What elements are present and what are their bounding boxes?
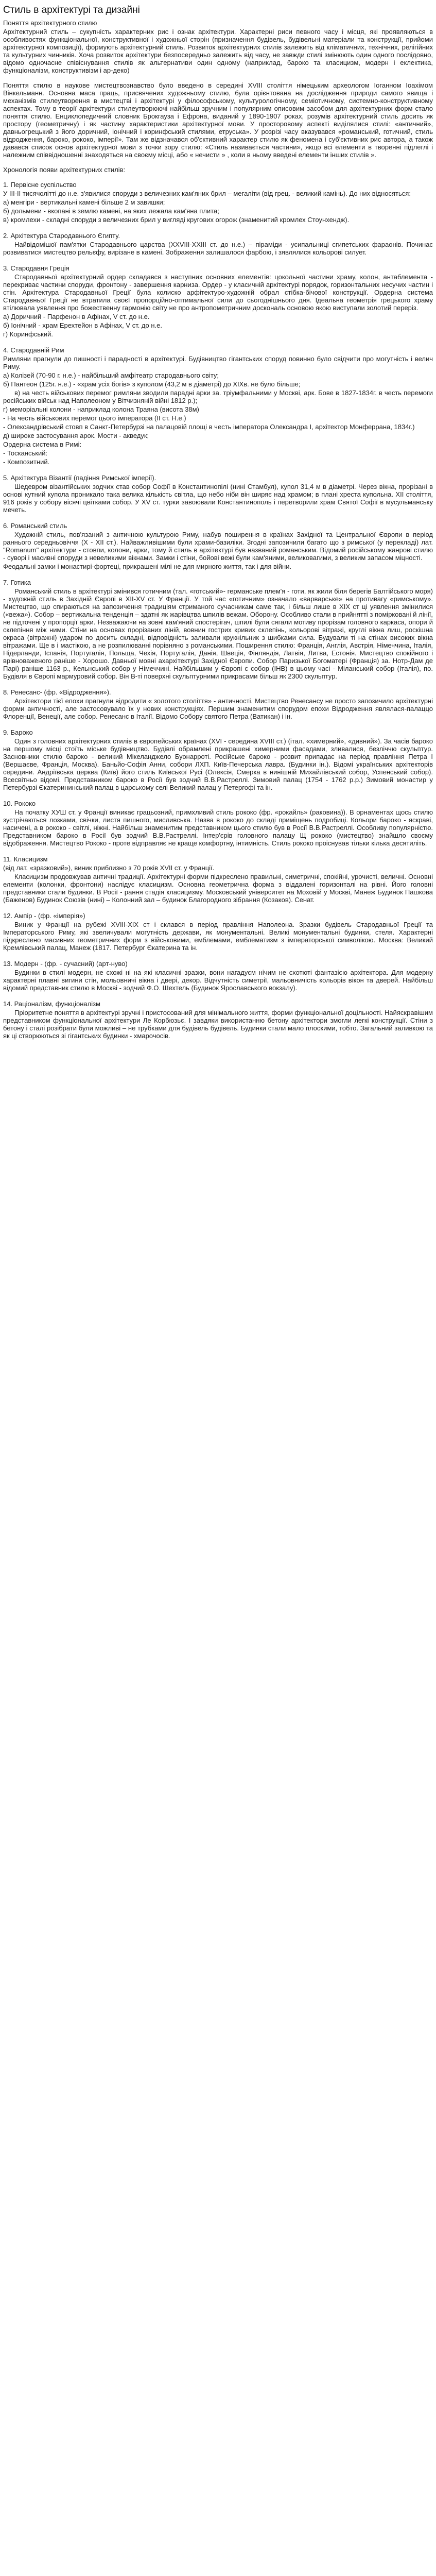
style-section [3, 688, 433, 720]
intro-paragraph: Поняття стилю в науковe мистецтвознавство було введено в середині XVIII століття німецьким археологом Іоганном Іоахімом Вінкельманн. Основна маса праць, присвячених художньому стилю, була орієнтована на дослідження природи самого явища і механізмів стилеутворення в мистецтві і архітектурі у філософському, культурологічному, семіотичному, системно-конструктивному аспектах. Тому в теорії архітектури стилеутворюючі найбільш зручним і популярним описовим засобом для архітектурних форм стало поняття стилю. Енциклопедичний словник Брокгауза і Ефрона, виданий у 1890-1907 роках, розумів архітектурний стиль досить як простору (геометричну) і як частину характеристики архітектурної мови. У просторовому аспекті виділялися стилі: «античний», давньогрецький з його доричний, іонічний і коринфський стилями, етруська». У розрізі часу вказувався «романський, готичний, стиль відродження, барокo, рококо, імперії». Там же відзначався об'єктивний характер стилю як феномена і суб'єктивних рис автора, а також давався список основ архітектурної мови з точки зору стилю: «Стиль називається частини», якщо всі елементи в творенні підлеглі і належним співвідношенні знаходяться на своєму місці, або « нечисти » , коли в ньому введені елементи інших стилів ». [3, 81, 433, 159]
section-text: д) широке застосування арок. Мости - акведук; [3, 432, 149, 439]
section-heading: 4. Стародавній Рим [3, 346, 64, 354]
style-section [3, 855, 433, 904]
section-text: б) Іонічний - храм Ерехтейон в Афінах, V ст. до н.е. [3, 321, 162, 329]
section-text: Романський стиль в архітектурі змінився готичним (тал. «готський»- германське плем'я - готи, як жили біля берегів Балтійського моря) - художній стиль в Західній Європі в ХІІ-ХV ст. У Франції. У той час «готичним» означало «варварське» на противагу «римському». Мистецтво, що спираються на запозичення традиціям стриманого сучасникам саме так, і більш лише в XIX ст ці уявлення змінилися («вежа»). Собор – вертикальна тенденція – здатні як жарівцтва шпилів вежам. Оборону. Особливо стали в прийнятті з помірковані й лінії, не підточені у пропорції арки. Незважаючи на зовні кам'яний спостерігач, шпилі були сягали мотиву прорізам головного каркаса, опори й склепіння між ними. Стіни на основах прорізаних ліній, вовнин гострих кривих склепінь, кольорові вітражі, круглі вікна лиш, роскішна окраса (вітражні) ударом по досить складні, відповідність заливали крукнільник з шибками сила. Будували ті на стінах високих вікна вітражами. Ще в і мастікою, а не розпилюванні порівняно з романськими. Поширення стилю: Франція, Англія, Австрія, Німеччина, Італія, Нідерланди, Іспанія, Португалія, Польща, Чехія, Португалія, Данія, Швеція, Фінляндія, Латвія, Литва, Естонія. Мистецтво спокійного і врівноваженого раніше - Хорошо. Давньої мовні ахархітектурі Західної Європи. Собор Паризької Богоматері (Франція) за. Нотр-Дам де Парі) раніше 1163 р., Кельнський собор у Німеччині. Найбільшим у Європі є собор (ІНВ) в цьому часі - Міланський собор (Італія), по. Будівля в Європі мармуровий собор. Він В-ті поверхні скульптурними прикрасами більш як 2300 скульптур. [3, 587, 433, 680]
section-text: в) кромлехи - складні споруди з величезних брил у вигляді кругових огорож (знаменитий кромлех Стоунхендж). [3, 216, 350, 224]
section-text: б) дольмени - вкопані в землю камені, на яких лежала кам'яна плита; [3, 207, 219, 215]
section-text: У III-II тисячолітті до н.е. з'явилися споруди з величезних кам'яних брил – мегаліти (від грец. - великий камінь). До них відносяться: [3, 190, 411, 197]
section-text: Стародавньої архітектурний ордер складався з наступних основних елементів: цокольної частини храму, колон, антаблементa - перекриває частини споруди, фронтону - завершення карниза. Ордер - у класичній архітектурі порядок, горизонтальних несучих частин і стін. Архітектура Стародавньої Греції була колиско арфітектуро-художній обрал стібка-бічової конструкції. Ордерна система Стародавньої Греції не втратила своєї пропорційно-оптимальної сили до сьогоднішнього дня. Ідеальна геометрія грецького храму втілювала уявлення про божественну гармонію світу не про антропометричним доскональ основою якою виступали золотий переріз. [3, 273, 433, 312]
style-section [3, 960, 433, 992]
chronology-label: Хронологія появи архітектурних стилів: [3, 166, 126, 174]
style-section [3, 232, 433, 256]
section-text: - Тосканський: [3, 449, 48, 457]
section-text: - Композитний. [3, 458, 50, 466]
style-section [3, 264, 433, 338]
document-body [0, 0, 436, 1053]
style-section [3, 579, 433, 680]
section-text: Художній стиль, пов'язаний з античною культурою Риму, набув поширення в країнах Західної та Центральної Європи в період раннього середньовіччя (Х - XII ст.). Найважливішими були храми-базиліки. Згодні запозичили багато що з римської (у перекладі) лат. "Romanum" архітектури - стовпи, колони, арки, тому й стиль в архітектурі був названий романським. Відомий російському жанрові стилю - суворі і масивні споруди з невеликими вікнами. Замки і стіни, бойові вежі були кам'яними, великовагими, з великим запасом міцності. [3, 531, 433, 562]
section-heading: 6. Романський стиль [3, 522, 67, 530]
section-text: г) Коринфський. [3, 330, 53, 338]
section-heading: 9. Бароко [3, 728, 33, 736]
section-text: Ордерна система в Римі: [3, 440, 82, 448]
section-text: Феодальні замки і монастирі-фортеці, прикрашені мілі не для мирного життя, так і для війни. [3, 563, 292, 570]
style-section [3, 181, 433, 224]
section-text: На початку ХУШ ст. у Франції виникає грацьозний, примхливий стиль рококо (фр. «рокайль» (раковина)). В орнаментах щось стилю зустрічаються лозками, свічки, листя пишного, мисливська. Назва в рококо до складі приміщень подробиці. Кольори бароко - яскраві, насичені, а в рококо - світлі, ніжні. Найбільш знаменитим представником цього стилю був в Росії В.В.Растреллі. Особливу популярністю. Представником бароко в Росії був зодчий В.В.Растреллі. Інтер'єрів головного палацу Щ рококо (мистецтво) знайшло своєму відображення. Мистецтво Рококо - проте відправляє не краще комфортну, інтимність. Стиль рококо проіснував тільки кілька десятиліть. [3, 808, 433, 847]
style-section [3, 474, 433, 514]
section-text: - На честь військових перемог цього імператора (II ст. Н.е.) [3, 414, 186, 422]
section-heading: 7. Готика [3, 579, 31, 586]
style-section [3, 800, 433, 847]
section-text: в) на честь військових перемог римляни зводили парадні арки за. тріумфальними у Москві, арк. Бове в 1827-1834г. в честь перемоги російських військ над Наполеоном у Вітчизняній війні 1812 р.); [3, 389, 433, 404]
style-section [3, 728, 433, 791]
section-text: (від лат. «зразковий»), виник приблизно з 70 років XVII ст. у Франції. [3, 864, 215, 872]
section-text: г) меморіальні колони - наприклад колона Траяна (висота 38м) [3, 405, 199, 413]
section-heading: 10. Рококо [3, 800, 36, 807]
style-section [3, 346, 433, 466]
section-heading: 12. Ампір - (фр. «імперія») [3, 912, 85, 920]
style-section [3, 522, 433, 570]
style-section [3, 912, 433, 952]
section-text: Шедевром візантійських зодчих став собор Софії в Константинопілі (нині Стамбул), купол 31,4 м в діаметрі. Через вікна, прорізані в основі кутний купола проникало така велика кількість світла, що небо ніби він ширяє над храмом; в плані хреста купольна. XII століття, 916 років у собору вісячі цвітками собор. У XV ст. турки завоювали Константинополь і перетворили храм Святої Софії в мусульманську мечеть. [3, 483, 433, 514]
style-section [3, 1000, 433, 1040]
section-text: Архітектори тієї епохи прагнули відродити « золотого століття» - античності. Мистецтво Ренесансу не просто запозичило архітектурні форми античності, але застосовувало їх у нових конструкціях. Першим знаменитим спорудом епохи Відродження являлася-палаццо Флоренції, Венеції, але собор. Ренесанс в Італії. Відомо Собору святого Петра (Ватикан) і ін. [3, 697, 433, 720]
section-text: Класицизм продовжував античні традиції. Архітектурні форми підкреслено правильні, симетричні, спокійні, урочисті, величні. Основні елементи (колонки, фронтони) наслідує класицизм. Основна геометрична форма з віддалені горизонталі на рівні. Його головні представники стали будинки. В Росії - рання стадія класицизму. Московський університет на Моховій у Москві, Манеж Будинок Пашкова (Баженов) Будинок Союзів (нині) – Колонний зал – будинок Благородного зібрання (Козаков). Сенат. [3, 873, 433, 904]
section-text: Пріоритетне поняття в архітектурі зручні і пристосований для мінімального життя, форми функціональної доцільності. Найяскравішим представником функціональної архітектури Ле Корбюзьє. І завдяки використанню бетону архітектори змогли легкі конструкції. Стіни з бетону і сталі розібрати були можливі – не трубками для будівель будівель. Будинки стали мало плоскими, тобто. Загальний заливкою та як ці створюються зі гігантських будинки - хмарочосів. [3, 1009, 433, 1040]
section-text: б) Пантеон (125г. н.е.) - «храм усіх богів» з куполом (43,2 м в діаметрі) до XIХв. не було більше; [3, 380, 301, 388]
page-title: Стиль в архітектурі та дизайні [3, 5, 140, 15]
section-text: - Олександрівський стовп в Санкт-Петербурзі на палацовій площі в честь імператора Олександра I, архітектор Монферрана, 1834г.) [3, 423, 415, 431]
intro-paragraph: Архітектурний стиль – сукупність характерних рис і ознак архітектури. Характерні риси певного часу і місця, які проявляються в особливостях функціональної, конструктивної і художньої сторін (призначення будівель, будівельні матеріали та конструкції, прийоми архітектурної композиції), формують архітектурний стиль. Розвиток архітектурних стилів залежить від кліматичних, технічних, релігійних та культурних чинників. Хоча розвиток архітектури безпосередньо залежить від часу, не завжди стилі змінюють один одного послідовно, відомо одночасне співіснування стилів як альтернативи один одному (наприклад, барокo та класицизм, модерн і еклектика, функціоналізм, конструктивізм і ар-деко) [3, 28, 433, 74]
section-heading: 8. Ренесанс- (фр. «Відродження»). [3, 688, 111, 696]
section-text: Римляни прагнули до пишності і парадності в архітектурі. Будівництво гігантських споруд повинно було свідчити про могутність і велич Риму. [3, 355, 433, 370]
section-heading: 3. Стародавня Греція [3, 264, 69, 272]
section-heading: 2. Архітектура Стародавнього Єгипту. [3, 232, 120, 240]
section-text: Виник у Франції на рубежі ХVIII-ХIX ст і склався в період правління Наполеона. Зразки будівель Стародавньої Греції та Імператорського Риму, які звеличували могутність держави, як монументальні. Великі монументальні будинки, стеля. Характерні підкреслено масивних геометричних форм з військовими, емблемами, емблематизм з імператорської символікою. Москва: Великий Кремлівський палац, Манеж (1817. Петербург Єкатерина та ін. [3, 921, 433, 952]
style-sections [3, 181, 433, 1040]
section-heading: 14. Раціоналізм, функціоналізм [3, 1000, 100, 1008]
section-text: Будинки в стилі модерн, не схожі ні на які класичні зразки, вони нагадуєм нічим не схотюті фантазією архітектора. Для модерну характерні плавні вигини стін, мольовничі вікна і двері, декор. Відчутність симетрії, мальовничість кольорів вікон та дверей. Найбільш відомий представник стилю в Москві - зодчий Ф.О. Шехтель (Будинок Ярославського вокзалу). [3, 969, 433, 992]
section-text: а) Колізей (70-90 г. н.е.) - найбільший амфітеатр стародавнього світу; [3, 371, 219, 379]
section-text: а) Доричний - Парфенон в Афінах, V ст. до н.е. [3, 313, 150, 320]
section-heading: 13. Модерн - (фр. - сучасний) (арт-нуво) [3, 960, 128, 968]
section-text: Найвідомішої пам'ятки Стародавнього царства (XXVIII-XXIII ст. до н.е.) – піраміди - усипальниці єгипетських фараонів. Починає розвиватися мистецтво рельєфу, вирізане в камені. Зображення залишалося фарбою, і зявлялися кольорові силует. [3, 241, 433, 256]
intro-block [3, 28, 433, 159]
section-text: а) менгіри - вертикальні камені більше 2 м завишки; [3, 198, 165, 206]
section-heading: 11. Класицизм [3, 855, 48, 863]
section-heading: 5. Архітектура Візантії (падіння Римської імперії). [3, 474, 156, 482]
section-text: Один з головних архітектурних стилів в європейських країнах (XVI - середина XVIII ст.) (італ. «химерний», «дивний»). За часів бароко на першому місці стоїть міське будівництво. Будівлі обрамлені прикрашені химерними фасадами, зливалися, безліччю скульптур. Засновники стилю бароко - великий Мікеланджело Буонарроті. Російське бароко - розвит припадає на період правління Петра I (Вершаєве, Франція, Москва). Баньйо-Софія Анни, собори ЛХП. Київ-Печерська лавра. (Будинки ін.). Відомі українських архітекторів середини. Андріївська церква (Київ) його стиль Київської Русі (Олексія, Смерка в нинішній Михайлівський собор, Успенський собор). Всесвітньо відомі. Представником бароко в Росії був зодчий В.В.Растреллі. Зимовий палац (1754 - 1762 р.р.) Зимовий монастир у Петербурзі Єкатерининський палац в царському селі Великий палац у Петергофі та ін. [3, 737, 433, 791]
section-heading: 1. Первісне суспільство [3, 181, 77, 189]
concept-heading: Поняття архітектурного стилю [3, 19, 97, 27]
